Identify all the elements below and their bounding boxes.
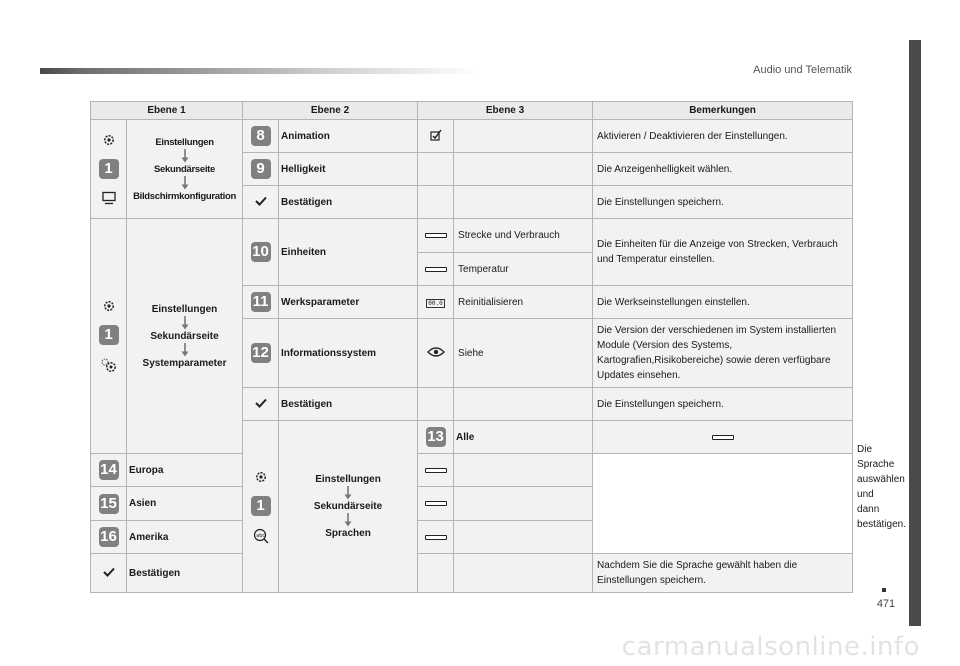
level1-step: Einstellungen: [315, 474, 381, 485]
symbol-cell: [418, 120, 454, 153]
checkbox-checked-icon[interactable]: [430, 129, 442, 141]
symbol-cell: [418, 186, 454, 219]
level2-label[interactable]: Helligkeit: [279, 153, 418, 186]
level2-label[interactable]: Einheiten: [279, 219, 418, 286]
arrow-down-icon: [180, 343, 190, 357]
symbol-cell: [593, 421, 853, 454]
level1-step: Bildschirmkonfiguration: [133, 190, 236, 202]
level1-step: Einstellungen: [151, 303, 218, 315]
number-badge: 16: [100, 528, 117, 545]
number-badge: 14: [100, 461, 117, 478]
number-badge: 11: [251, 292, 271, 312]
level2-label[interactable]: Informationssystem: [279, 319, 418, 388]
symbol-cell: [418, 286, 454, 319]
level1-step: Sekundärseite: [313, 501, 383, 512]
table-row: [91, 120, 853, 153]
remark-cell: Die Einstellungen speichern.: [593, 388, 853, 421]
level1-badge: 1: [251, 496, 271, 516]
side-tab-bar: [909, 40, 921, 626]
number-badge: 8: [251, 126, 271, 146]
level1-step: Einstellungen: [155, 136, 214, 148]
confirm-label[interactable]: Bestätigen: [127, 554, 243, 593]
remark-cell: Die Einheiten für die Anzeige von Strecken, Verbrauch und Temperatur einstellen.: [593, 219, 853, 286]
level3-label[interactable]: Strecke und Verbrauch: [454, 219, 593, 253]
header-ebene2: Ebene 2: [243, 102, 418, 120]
symbol-cell: [418, 388, 454, 421]
option-bar-icon[interactable]: [425, 468, 447, 473]
confirm-label[interactable]: Bestätigen: [279, 388, 418, 421]
remark-cell: Aktivieren / Deaktivieren der Einstellungen.: [593, 120, 853, 153]
header-gradient-bar: [40, 68, 480, 74]
level3-label: [454, 186, 593, 219]
symbol-cell: [418, 454, 454, 487]
option-bar-icon[interactable]: [425, 267, 447, 272]
symbol-cell: [418, 219, 454, 253]
number-badge: 13: [427, 428, 444, 445]
symbol-cell: [418, 521, 454, 554]
level1-icons: [91, 120, 127, 219]
level1-path: [127, 120, 243, 219]
number-badge: 12: [252, 344, 269, 361]
arrow-down-icon: [180, 316, 190, 330]
page-number: 471: [876, 598, 896, 610]
arrow-down-icon: [180, 149, 190, 163]
settings-gear-icon: [254, 470, 268, 484]
option-bar-icon[interactable]: [425, 501, 447, 506]
symbol-cell: [418, 153, 454, 186]
level3-label: [454, 554, 593, 593]
level2-label[interactable]: Werksparameter: [279, 286, 418, 319]
option-bar-icon[interactable]: [425, 233, 447, 238]
number-cell: [243, 219, 279, 286]
level3-label: [454, 487, 593, 521]
system-gears-icon: [100, 357, 118, 373]
table-header-row: [91, 102, 853, 120]
table-row: 1 abc Einstellungen Sekundärseite Sprachen 13 Alle Die Sprache auswählen und dann bestätigen.: [91, 421, 853, 454]
number-badge: 10: [252, 243, 269, 260]
level1-step: Sekundärseite: [150, 330, 219, 342]
monitor-icon: [101, 191, 117, 205]
level1-badge: 1: [99, 159, 119, 179]
checkmark-stroke: [256, 197, 266, 204]
option-bar-icon[interactable]: [425, 535, 447, 540]
settings-gear-icon: [102, 133, 116, 147]
level3-label[interactable]: Temperatur: [454, 253, 593, 286]
table-row: [91, 454, 853, 487]
table-row: [91, 521, 853, 554]
number-cell: [91, 554, 127, 593]
settings-gear-icon: [102, 299, 116, 313]
table-row: [91, 554, 853, 593]
level3-label[interactable]: Reinitialisieren: [454, 286, 593, 319]
number-cell: [91, 521, 127, 554]
symbol-cell: [418, 554, 454, 593]
header-ebene3: Ebene 3: [418, 102, 593, 120]
number-cell: [243, 388, 279, 421]
remark-cell: Die Version der verschiedenen im System installierten Module (Version des Systems, Kartografien,Risikobereiche) sowie deren verfügbare Updates einsehen.: [593, 319, 853, 388]
level1-path: [279, 421, 418, 593]
symbol-cell: [418, 319, 454, 388]
section-title: Audio und Telematik: [753, 64, 852, 76]
page-marker: [882, 588, 886, 592]
confirm-label[interactable]: Bestätigen: [279, 186, 418, 219]
remark-cell: Die Anzeigenhelligkeit wählen.: [593, 153, 853, 186]
level2-label[interactable]: Europa: [127, 454, 243, 487]
number-cell: [91, 487, 127, 521]
level3-label: [454, 521, 593, 554]
checkmark-stroke: [104, 568, 114, 575]
checkmark-icon[interactable]: [255, 398, 267, 408]
svg-text:abc: abc: [255, 532, 265, 539]
level3-label[interactable]: Siehe: [454, 319, 593, 388]
symbol-cell: [418, 487, 454, 521]
option-bar-icon[interactable]: [712, 435, 734, 440]
number-cell: [243, 186, 279, 219]
level1-step: Systemparameter: [142, 357, 227, 369]
level2-label[interactable]: Animation: [279, 120, 418, 153]
level3-label: [454, 388, 593, 421]
arrow-down-icon: [343, 486, 353, 500]
number-cell: [91, 454, 127, 487]
level1-step: Sprachen: [325, 528, 371, 539]
number-badge: 15: [100, 494, 117, 512]
remark-cell: Die Einstellungen speichern.: [593, 186, 853, 219]
number-cell: [243, 153, 279, 186]
table-row: [91, 487, 853, 521]
table-row: [91, 219, 853, 253]
number-cell: [243, 319, 279, 388]
arrow-down-icon: [180, 176, 190, 190]
header-ebene1: Ebene 1: [91, 102, 243, 120]
remark-cell: Die Werkseinstellungen einstellen.: [593, 286, 853, 319]
level1-icons: [243, 421, 279, 593]
level3-label: [454, 120, 593, 153]
checkmark-icon[interactable]: [103, 567, 115, 577]
level1-badge: 1: [99, 325, 119, 345]
checkmark-icon[interactable]: [255, 196, 267, 206]
number-cell: [418, 421, 454, 454]
watermark: carmanualsonline.info: [621, 632, 920, 662]
level1-path: [127, 219, 243, 454]
level1-icons: [91, 219, 127, 454]
level2-label[interactable]: Amerika: [127, 521, 243, 554]
number-badge: 9: [251, 159, 271, 179]
header-bemerkungen: Bemerkungen: [593, 102, 853, 120]
arrow-down-icon: [343, 513, 353, 527]
symbol-cell: [418, 253, 454, 286]
reset-counter-icon[interactable]: 00.0: [428, 299, 443, 307]
remark-cell: Nachdem Sie die Sprache gewählt haben die Einstellungen speichern.: [593, 554, 853, 593]
settings-table: [90, 101, 906, 593]
eye-icon[interactable]: [427, 346, 445, 358]
checkmark-stroke: [256, 399, 266, 406]
level2-label[interactable]: Alle: [454, 421, 593, 454]
number-cell: [243, 286, 279, 319]
language-icon: [252, 528, 270, 544]
level2-label[interactable]: Asien: [127, 487, 243, 521]
number-cell: [243, 120, 279, 153]
level3-label: [454, 454, 593, 487]
level1-step: Sekundärseite: [153, 163, 216, 175]
level3-label: [454, 153, 593, 186]
